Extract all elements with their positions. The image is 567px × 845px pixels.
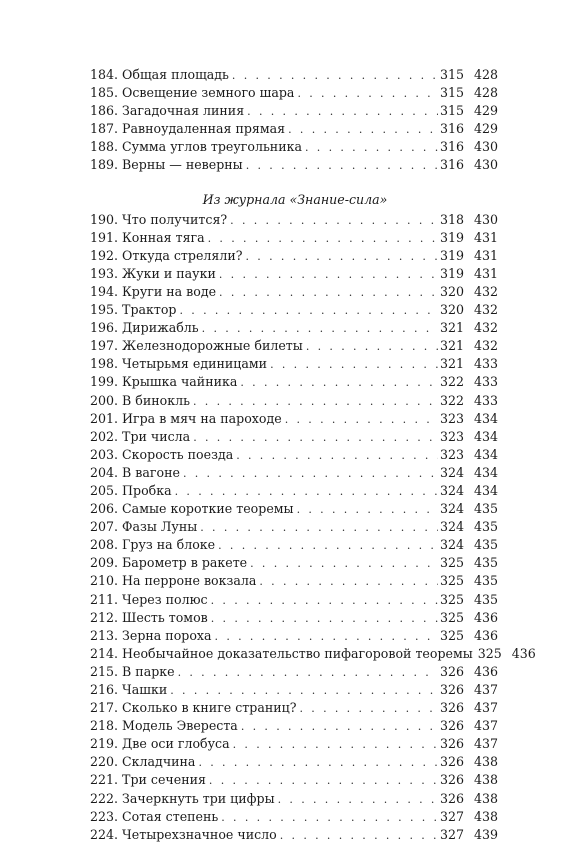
- entry-title: 200. В бинокль: [90, 392, 190, 408]
- toc-entry: [90, 771, 498, 789]
- entry-page-problem: 324: [440, 519, 465, 535]
- dot-leader: [193, 429, 438, 447]
- entry-title: 222. Зачеркнуть три цифры: [90, 790, 275, 806]
- toc-entry: [90, 120, 498, 138]
- entry-page-answer: 433: [473, 392, 498, 408]
- entry-title: 196. Дирижабль: [90, 320, 199, 336]
- dot-leader: [297, 501, 438, 519]
- entry-page-answer: 433: [473, 356, 498, 372]
- entry-page-answer: 430: [473, 139, 498, 155]
- entry-title: 212. Шесть томов: [90, 609, 208, 625]
- dot-leader: [211, 610, 438, 628]
- entry-page-answer: 429: [473, 103, 498, 119]
- entry-title: 192. Откуда стреляли?: [90, 247, 243, 263]
- entry-page-answer: 435: [473, 501, 498, 517]
- toc-entry: [90, 735, 498, 753]
- toc-entry: [90, 464, 498, 482]
- dot-leader: [209, 772, 438, 790]
- entry-title: 218. Модель Эвереста: [90, 718, 238, 734]
- dot-leader: [170, 682, 438, 700]
- dot-leader: [250, 555, 438, 573]
- entry-page-answer: 435: [473, 537, 498, 553]
- entry-page-answer: 436: [511, 645, 536, 661]
- toc-entry: [90, 301, 498, 319]
- entry-page-problem: 321: [440, 320, 465, 336]
- toc-entry: [90, 319, 498, 337]
- entry-title: 204. В вагоне: [90, 464, 180, 480]
- entry-page-answer: 434: [473, 464, 498, 480]
- dot-leader: [219, 284, 438, 302]
- entry-title: 216. Чашки: [90, 682, 168, 697]
- table-of-contents: [90, 66, 536, 844]
- entry-page-problem: 323: [440, 446, 465, 462]
- entry-title: 209. Барометр в ракете: [90, 555, 248, 571]
- entry-title: 184. Общая площадь: [90, 67, 229, 82]
- toc-entry: [90, 410, 498, 428]
- dot-leader: [221, 809, 438, 827]
- section-heading: Из журнала «Знание-сила»: [202, 191, 388, 207]
- entry-page-problem: 324: [440, 464, 465, 480]
- entry-title: 187. Равноудаленная прямая: [90, 121, 286, 137]
- entry-page-problem: 323: [440, 428, 465, 444]
- dot-leader: [297, 85, 438, 103]
- entry-page-problem: 326: [440, 663, 465, 679]
- entry-page-problem: 324: [440, 501, 465, 517]
- dot-leader: [198, 754, 438, 772]
- toc-group-section: [90, 211, 536, 844]
- dot-leader: [270, 356, 438, 374]
- entry-title: 215. В парке: [90, 663, 175, 679]
- entry-page-answer: 435: [473, 555, 498, 571]
- toc-entry: [90, 627, 498, 645]
- entry-title: 186. Загадочная линия: [90, 103, 245, 119]
- entry-page-problem: 315: [440, 103, 465, 119]
- entry-page-problem: 325: [477, 645, 502, 661]
- dot-leader: [175, 483, 438, 501]
- dot-leader: [259, 573, 438, 591]
- dot-leader: [236, 447, 438, 465]
- toc-entry: [90, 663, 498, 681]
- entry-title: 195. Трактор: [90, 302, 177, 318]
- dot-leader: [285, 411, 438, 429]
- entry-page-answer: 431: [473, 229, 498, 245]
- entry-page-answer: 435: [473, 591, 498, 607]
- entry-page-problem: 315: [440, 85, 465, 101]
- toc-entry: [90, 428, 498, 446]
- entry-page-problem: 324: [440, 537, 465, 553]
- entry-title: 220. Складчина: [90, 754, 196, 770]
- dot-leader: [183, 465, 438, 483]
- toc-entry: [90, 753, 498, 771]
- toc-group-top: [90, 66, 498, 175]
- entry-page-problem: 320: [440, 283, 465, 299]
- dot-leader: [305, 139, 438, 157]
- entry-title: 201. Игра в мяч на пароходе: [90, 410, 282, 426]
- dot-leader: [246, 157, 438, 175]
- entry-page-problem: 326: [440, 700, 465, 716]
- entry-page-problem: 316: [440, 157, 465, 173]
- dot-leader: [241, 718, 438, 736]
- entry-page-answer: 428: [473, 85, 498, 101]
- entry-title: 213. Зерна пороха: [90, 627, 212, 643]
- entry-page-answer: 434: [473, 428, 498, 444]
- dot-leader: [180, 302, 439, 320]
- entry-page-answer: 431: [473, 247, 498, 263]
- dot-leader: [215, 628, 438, 646]
- entry-title: 206. Самые короткие теоремы: [90, 501, 294, 517]
- toc-entry: [90, 609, 498, 627]
- entry-page-answer: 430: [473, 157, 498, 173]
- toc-entry: [90, 717, 498, 735]
- toc-entry: [90, 536, 498, 554]
- entry-page-answer: 437: [473, 682, 498, 697]
- entry-title: 189. Верны — неверны: [90, 157, 243, 173]
- entry-title: 185. Освещение земного шара: [90, 85, 295, 101]
- toc-entry: [90, 699, 498, 717]
- entry-page-problem: 325: [440, 609, 465, 625]
- entry-page-answer: 439: [473, 826, 498, 842]
- entry-page-answer: 432: [473, 338, 498, 354]
- entry-page-problem: 322: [440, 374, 465, 390]
- dot-leader: [232, 67, 438, 85]
- entry-title: 191. Конная тяга: [90, 229, 205, 245]
- toc-entry: [90, 373, 498, 391]
- dot-leader: [211, 592, 438, 610]
- toc-entry: [90, 446, 498, 464]
- entry-page-answer: 430: [473, 211, 498, 227]
- dot-leader: [246, 248, 438, 266]
- entry-page-answer: 438: [473, 754, 498, 770]
- dot-leader: [299, 700, 438, 718]
- entry-page-answer: 435: [473, 519, 498, 535]
- entry-title: 211. Через полюс: [90, 591, 208, 607]
- dot-leader: [280, 827, 438, 845]
- toc-entry: [90, 84, 498, 102]
- entry-page-answer: 428: [473, 67, 498, 82]
- entry-page-problem: 324: [440, 482, 465, 498]
- dot-leader: [218, 537, 438, 555]
- toc-entry: [90, 283, 498, 301]
- entry-title: 217. Сколько в книге страниц?: [90, 700, 297, 716]
- dot-leader: [247, 103, 438, 121]
- entry-page-answer: 436: [473, 663, 498, 679]
- entry-page-problem: 319: [440, 229, 465, 245]
- entry-title: 197. Железнодорожные билеты: [90, 338, 303, 354]
- entry-page-problem: 315: [440, 67, 465, 82]
- entry-page-answer: 433: [473, 374, 498, 390]
- entry-title: 205. Пробка: [90, 482, 172, 498]
- entry-page-answer: 438: [473, 808, 498, 824]
- entry-page-problem: 326: [440, 772, 465, 788]
- entry-page-answer: 434: [473, 446, 498, 462]
- entry-page-problem: 319: [440, 247, 465, 263]
- toc-entry: [90, 211, 498, 229]
- entry-page-answer: 438: [473, 790, 498, 806]
- entry-title: 221. Три сечения: [90, 772, 206, 788]
- entry-page-answer: 437: [473, 718, 498, 734]
- entry-page-problem: 321: [440, 338, 465, 354]
- toc-entry: [90, 156, 498, 174]
- entry-page-problem: 316: [440, 139, 465, 155]
- toc-entry: [90, 790, 498, 808]
- toc-entry: [90, 808, 498, 826]
- toc-entry: [90, 591, 498, 609]
- entry-title: 223. Сотая степень: [90, 808, 219, 824]
- toc-entry: [90, 337, 498, 355]
- toc-entry: [90, 518, 498, 536]
- dot-leader: [233, 736, 438, 754]
- entry-page-problem: 323: [440, 410, 465, 426]
- entry-page-problem: 320: [440, 302, 465, 318]
- dot-leader: [306, 338, 438, 356]
- entry-page-problem: 326: [440, 736, 465, 752]
- entry-title: 203. Скорость поезда: [90, 446, 234, 462]
- entry-page-problem: 321: [440, 356, 465, 372]
- dot-leader: [219, 266, 438, 284]
- dot-leader: [202, 320, 438, 338]
- toc-entry: [90, 265, 498, 283]
- entry-page-answer: 435: [473, 573, 498, 589]
- entry-page-problem: 327: [440, 826, 465, 842]
- entry-page-problem: 322: [440, 392, 465, 408]
- entry-page-problem: 326: [440, 790, 465, 806]
- entry-title: 199. Крышка чайника: [90, 374, 238, 390]
- entry-page-answer: 432: [473, 283, 498, 299]
- entry-title: 207. Фазы Луны: [90, 519, 198, 535]
- toc-entry: [90, 102, 498, 120]
- dot-leader: [240, 374, 438, 392]
- entry-page-problem: 319: [440, 265, 465, 281]
- dot-leader: [200, 519, 438, 537]
- toc-entry: [90, 138, 498, 156]
- toc-entry: [90, 229, 498, 247]
- entry-page-answer: 432: [473, 302, 498, 318]
- entry-page-answer: 432: [473, 320, 498, 336]
- entry-title: 210. На перроне вокзала: [90, 573, 257, 589]
- toc-entry: [90, 572, 498, 590]
- toc-entry: [90, 66, 498, 84]
- toc-entry: [90, 554, 498, 572]
- dot-leader: [178, 664, 438, 682]
- toc-entry: [90, 645, 536, 663]
- entry-title: 193. Жуки и пауки: [90, 265, 216, 281]
- toc-entry: [90, 355, 498, 373]
- entry-title: 224. Четырехзначное число: [90, 826, 277, 842]
- entry-page-problem: 325: [440, 555, 465, 571]
- toc-entry: [90, 392, 498, 410]
- dot-leader: [288, 121, 438, 139]
- entry-page-answer: 434: [473, 410, 498, 426]
- toc-entry: [90, 826, 498, 844]
- entry-page-answer: 436: [473, 627, 498, 643]
- entry-title: 198. Четырьмя единицами: [90, 356, 268, 372]
- entry-page-problem: 318: [440, 211, 465, 227]
- entry-page-problem: 325: [440, 591, 465, 607]
- toc-entry: [90, 500, 498, 518]
- entry-page-answer: 437: [473, 736, 498, 752]
- entry-page-answer: 434: [473, 482, 498, 498]
- dot-leader: [230, 212, 438, 230]
- entry-title: 188. Сумма углов треугольника: [90, 139, 302, 155]
- entry-title: 194. Круги на воде: [90, 283, 217, 299]
- toc-entry: [90, 681, 498, 699]
- entry-page-answer: 436: [473, 609, 498, 625]
- entry-title: 214. Необычайное доказательство пифагоровой теоремы: [90, 645, 473, 661]
- entry-title: 190. Что получится?: [90, 211, 228, 227]
- entry-page-answer: 438: [473, 772, 498, 788]
- entry-title: 219. Две оси глобуса: [90, 736, 230, 752]
- entry-page-answer: 431: [473, 265, 498, 281]
- entry-page-problem: 316: [440, 121, 465, 137]
- entry-page-answer: 437: [473, 700, 498, 716]
- toc-entry: [90, 247, 498, 265]
- entry-page-problem: 326: [440, 682, 465, 697]
- entry-page-problem: 326: [440, 754, 465, 770]
- entry-page-problem: 325: [440, 627, 465, 643]
- toc-entry: [90, 482, 498, 500]
- entry-page-problem: 326: [440, 718, 465, 734]
- entry-title: 208. Груз на блоке: [90, 537, 216, 553]
- entry-page-answer: 429: [473, 121, 498, 137]
- entry-page-problem: 327: [440, 808, 465, 824]
- entry-page-problem: 325: [440, 573, 465, 589]
- dot-leader: [208, 230, 438, 248]
- dot-leader: [193, 393, 438, 411]
- entry-title: 202. Три числа: [90, 428, 191, 444]
